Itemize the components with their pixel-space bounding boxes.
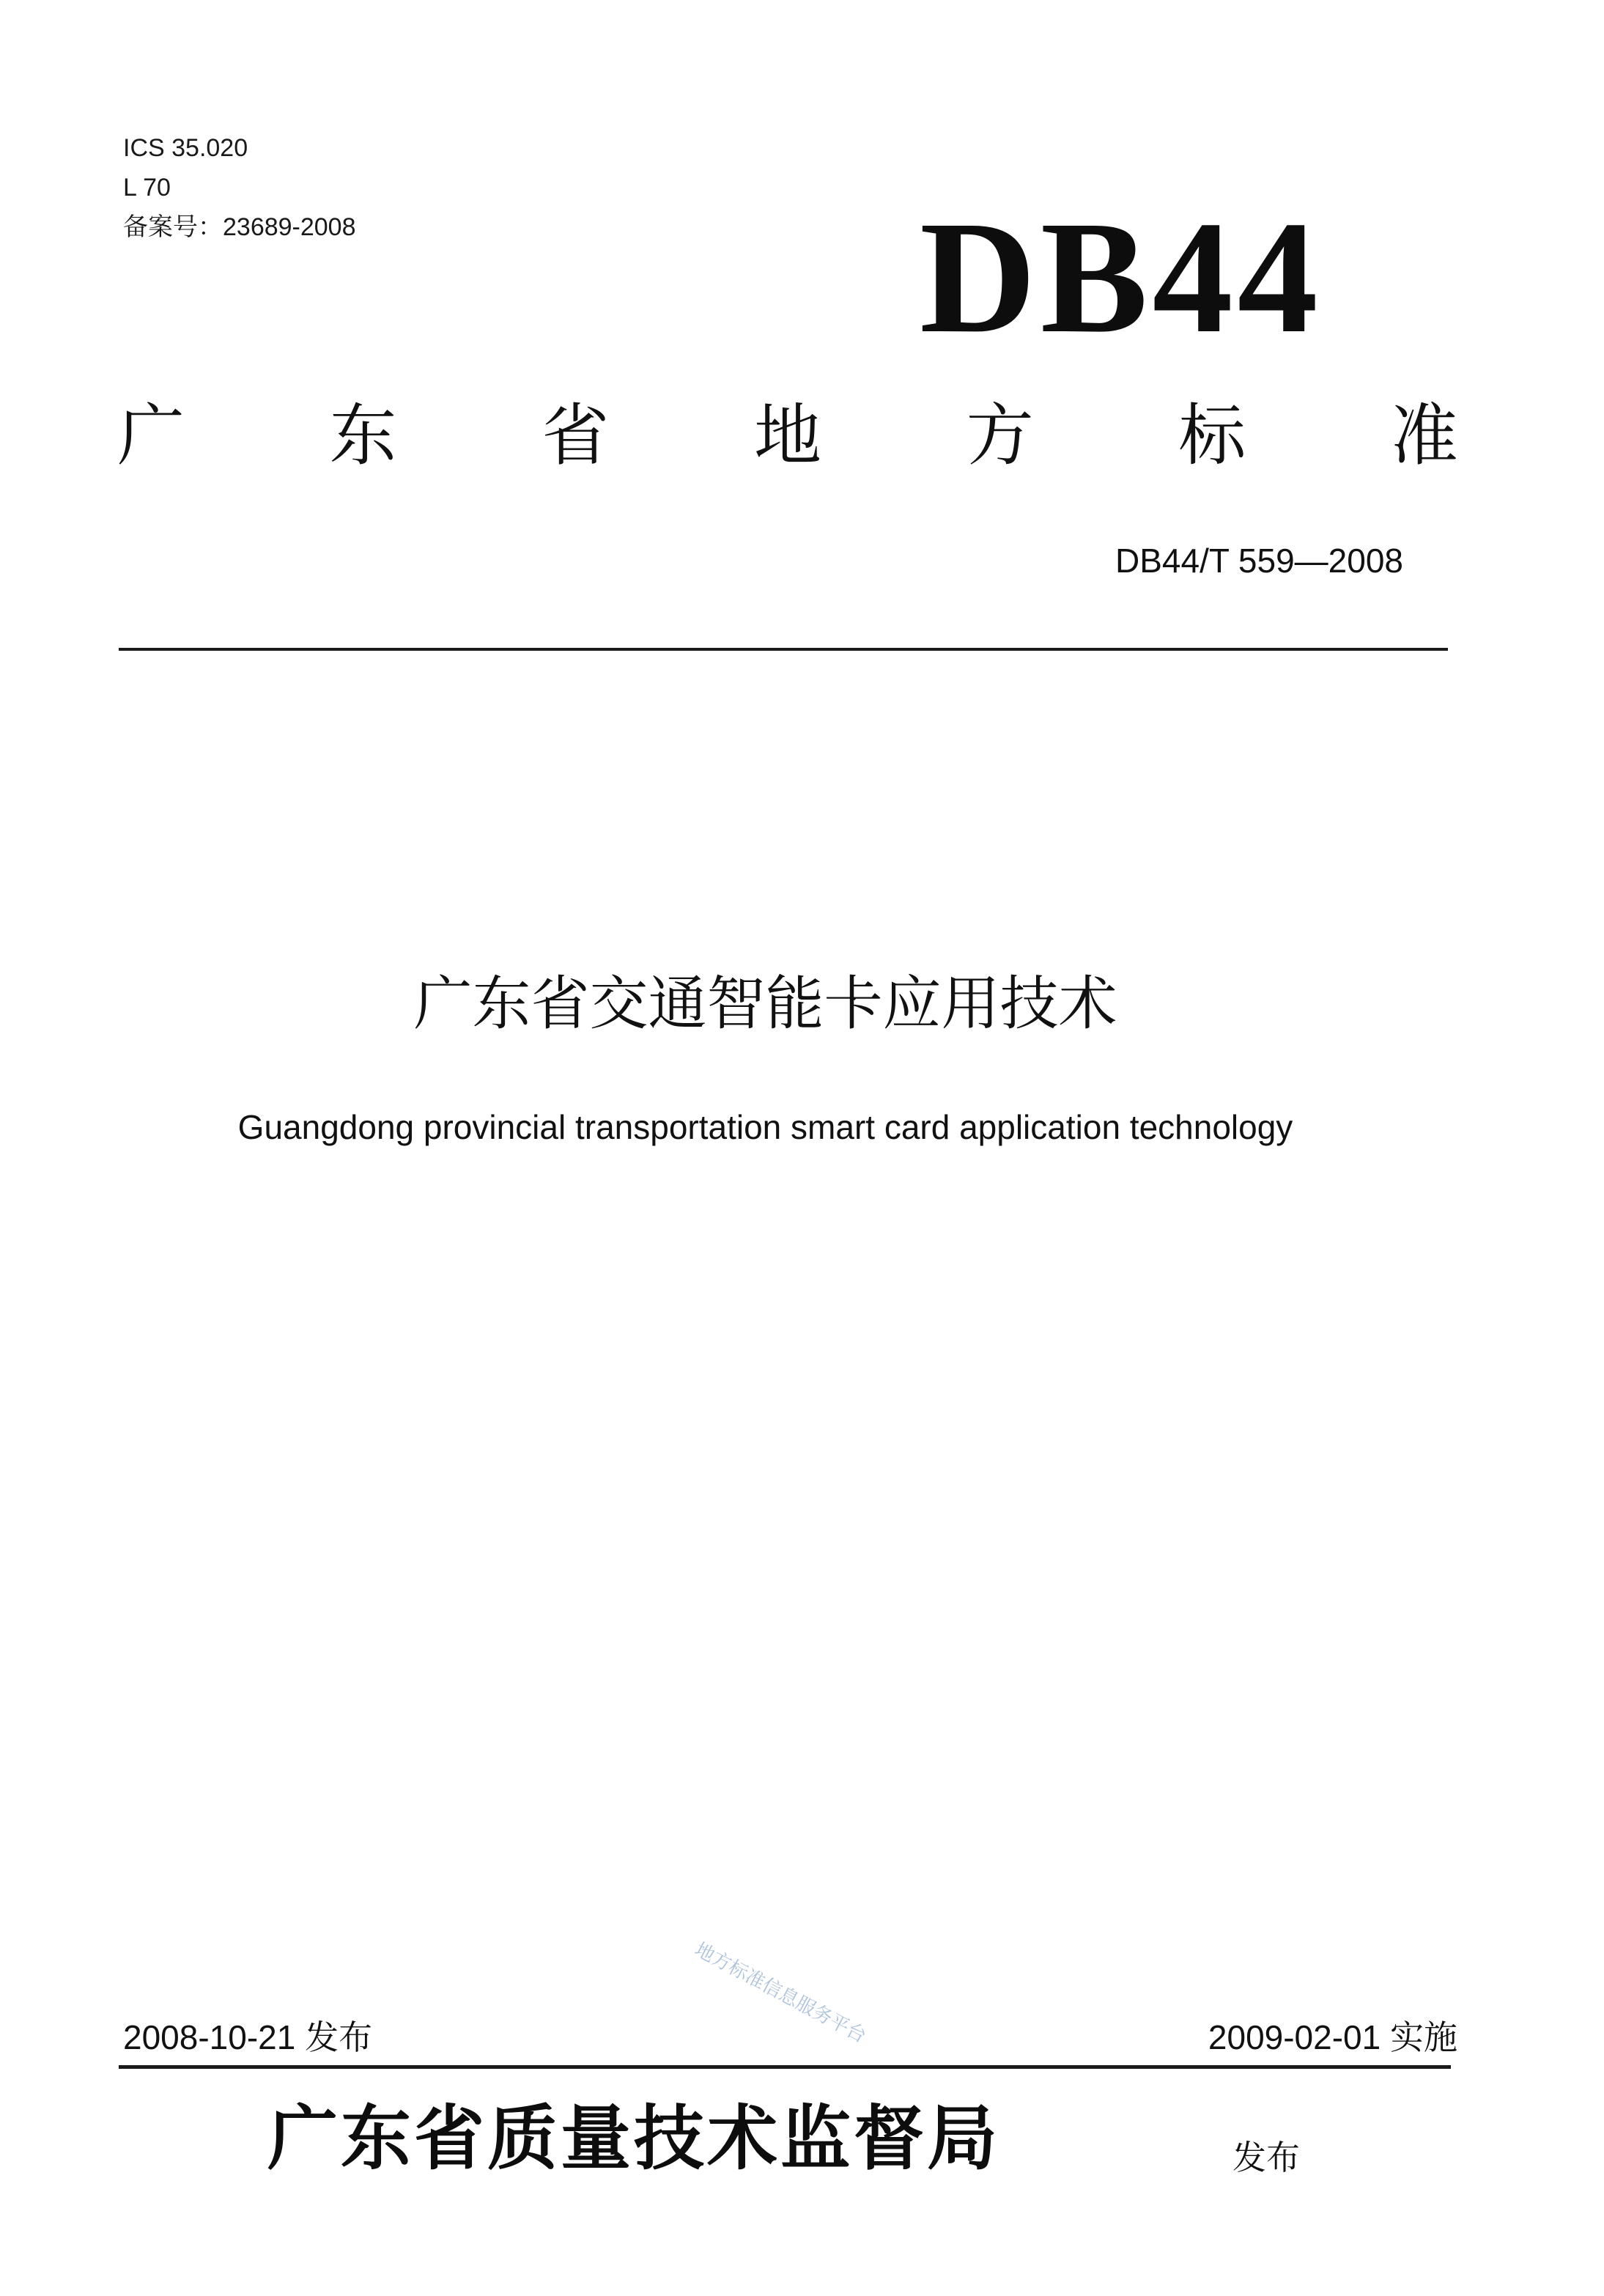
top-divider [119,648,1448,651]
standard-type-char: 地 [753,396,821,475]
issuer-name: 广东省质量技术监督局 [267,2097,1000,2179]
standard-type-char: 标 [1178,396,1246,475]
db-logo: DB44 [920,188,1323,366]
standard-type-heading [117,396,1458,476]
bottom-divider [119,2065,1451,2069]
standard-type-char: 准 [1390,396,1458,475]
classification-code: L 70 [123,174,171,202]
watermark: 地方标准信息服务平台 [691,1938,870,2048]
standard-type-char: 省 [542,396,610,475]
title-chinese: 广东省交通智能卡应用技术 [413,970,1117,1038]
implement-date: 2009-02-01 实施 [1208,2018,1457,2056]
title-english: Guangdong provincial transportation smart card application technology [237,1108,1293,1146]
standard-type-char: 方 [966,396,1034,475]
standard-type-char: 广 [117,396,185,475]
standard-type-char: 东 [329,396,397,475]
standard-number: DB44/T 559—2008 [1115,542,1403,580]
issuer-suffix: 发布 [1232,2138,1300,2177]
record-number: 备案号：23689-2008 [123,213,356,241]
ics-code: ICS 35.020 [123,134,248,162]
publish-date: 2008-10-21 发布 [123,2018,373,2056]
